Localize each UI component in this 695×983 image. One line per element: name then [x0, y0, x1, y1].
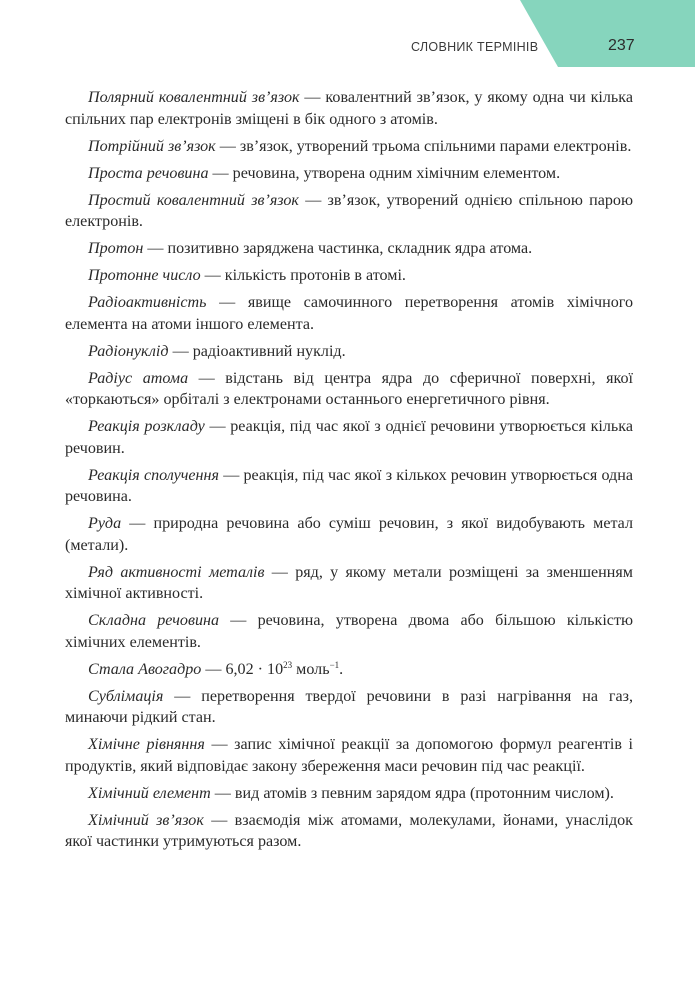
dash: — [121, 515, 154, 532]
glossary-entry [65, 734, 633, 777]
term: Полярний ковалентний зв’язок [88, 89, 300, 106]
term: Складна речовина [88, 612, 220, 629]
definition: позитивно заряджена частинка, складник ядра атома. [167, 240, 533, 257]
definition: речовина, утворена одним хімічним елементом. [232, 164, 561, 182]
dash: — [168, 342, 193, 360]
avogadro-end: . [339, 660, 344, 678]
definition: реакція, під час якої з кількох речовин утворюється одна речовина. [65, 466, 633, 505]
definition: вид атомів з певним зарядом ядра (протонним числом). [234, 784, 614, 802]
glossary-entry [65, 190, 633, 233]
term: Потрійний зв’язок [88, 137, 216, 155]
term: Ряд активності металів [88, 563, 265, 581]
dash: — [204, 418, 231, 435]
definition: кількість протонів в атомі. [224, 267, 406, 284]
term: Сублімація [88, 687, 164, 705]
term: Протон [88, 240, 144, 257]
glossary-list [65, 87, 633, 858]
avogadro-exponent: 23 [283, 659, 293, 670]
term: Радіоактивність [88, 294, 207, 311]
glossary-entry [65, 163, 633, 185]
glossary-entry [65, 292, 633, 335]
definition: речовина, утворена двома або більшою кількістю хімічних елементів. [65, 612, 633, 651]
avogadro-unit-exponent: −1 [329, 659, 340, 670]
dash: — [163, 687, 202, 705]
dash: — [264, 563, 296, 581]
dash: — [210, 784, 235, 802]
dash: — [204, 736, 235, 753]
avogadro-unit: моль [292, 660, 330, 678]
glossary-entry [65, 416, 633, 459]
glossary-entry [65, 810, 633, 853]
avogadro-value: 6,02 · 10 [225, 660, 284, 678]
glossary-entry [65, 783, 633, 805]
definition: реакція, під час якої з однієї речовини утворюється кілька речовин. [65, 418, 633, 457]
glossary-entry [65, 465, 633, 508]
term: Реакція розкладу [88, 418, 205, 435]
page-number: 237 [608, 37, 635, 54]
glossary-entry [65, 136, 633, 158]
glossary-entry [65, 341, 633, 363]
term: Хімічний елемент [88, 784, 211, 802]
dash: — [206, 294, 248, 311]
glossary-entry [65, 238, 633, 260]
glossary-entry [65, 610, 633, 653]
definition: перетворення твердої речовини в разі нагрівання на газ, минаючи рідкий стан. [65, 687, 633, 726]
dash: — [188, 369, 226, 387]
definition: взаємодія між атомами, молекулами, йонами, унаслідок якої частинки утримуються разом. [65, 811, 633, 850]
glossary-entry [65, 265, 633, 287]
term: Простий ковалентний зв’язок [88, 191, 299, 209]
definition: зв’язок, утворений однією спільною парою електронів. [65, 191, 633, 230]
definition: відстань від центра ядра до сферичної поверхні, якої «торкаються» орбіталі з електронами останнього енергетичного рівня. [65, 369, 634, 408]
dash: — [215, 137, 240, 155]
term: Стала Авогадро [88, 660, 202, 678]
glossary-entry [65, 368, 633, 411]
dash: — [219, 612, 258, 629]
dash: — [219, 466, 244, 484]
definition: ряд, у якому метали розміщені за зменшенням хімічної активності. [65, 563, 633, 602]
section-title: СЛОВНИК ТЕРМІНІВ [411, 40, 539, 54]
term: Проста речовина [88, 164, 209, 182]
definition: явище самочинного перетворення атомів хімічного елемента на атоми іншого елемента. [65, 294, 633, 333]
term: Хімічне рівняння [88, 736, 205, 753]
term: Реакція сполучення [88, 466, 220, 484]
dash: — [298, 191, 328, 209]
term: Радіонуклід [88, 342, 169, 360]
dash: — [208, 164, 233, 182]
dash: — [200, 267, 225, 284]
dash: — [143, 240, 168, 257]
glossary-entry [65, 562, 633, 605]
glossary-entry [65, 686, 633, 729]
definition: радіоактивний нуклід. [192, 342, 346, 360]
header-accent-tab [520, 0, 695, 67]
definition: запис хімічної реакції за допомогою формул реагентів і продуктів, який відповідає закону збереження маси речовин під час реакції. [65, 736, 634, 775]
glossary-entry [65, 513, 633, 556]
term: Протонне число [88, 267, 201, 284]
definition: природна речовина або суміш речовин, з якої видобувають метал (метали). [65, 515, 634, 554]
term: Хімічний зв’язок [88, 811, 204, 829]
dash: — [201, 660, 226, 678]
definition: ковалентний зв’язок, у якому одна чи кілька спільних пар електронів зміщені в бік одного з атомів. [65, 89, 633, 128]
glossary-entry [65, 659, 633, 681]
definition: зв’язок, утворений трьома спільними парами електронів. [239, 137, 632, 155]
dash: — [299, 89, 326, 106]
dash: — [203, 811, 235, 829]
term: Руда [88, 515, 122, 532]
glossary-entry [65, 87, 633, 130]
term: Радіус атома [88, 369, 189, 387]
